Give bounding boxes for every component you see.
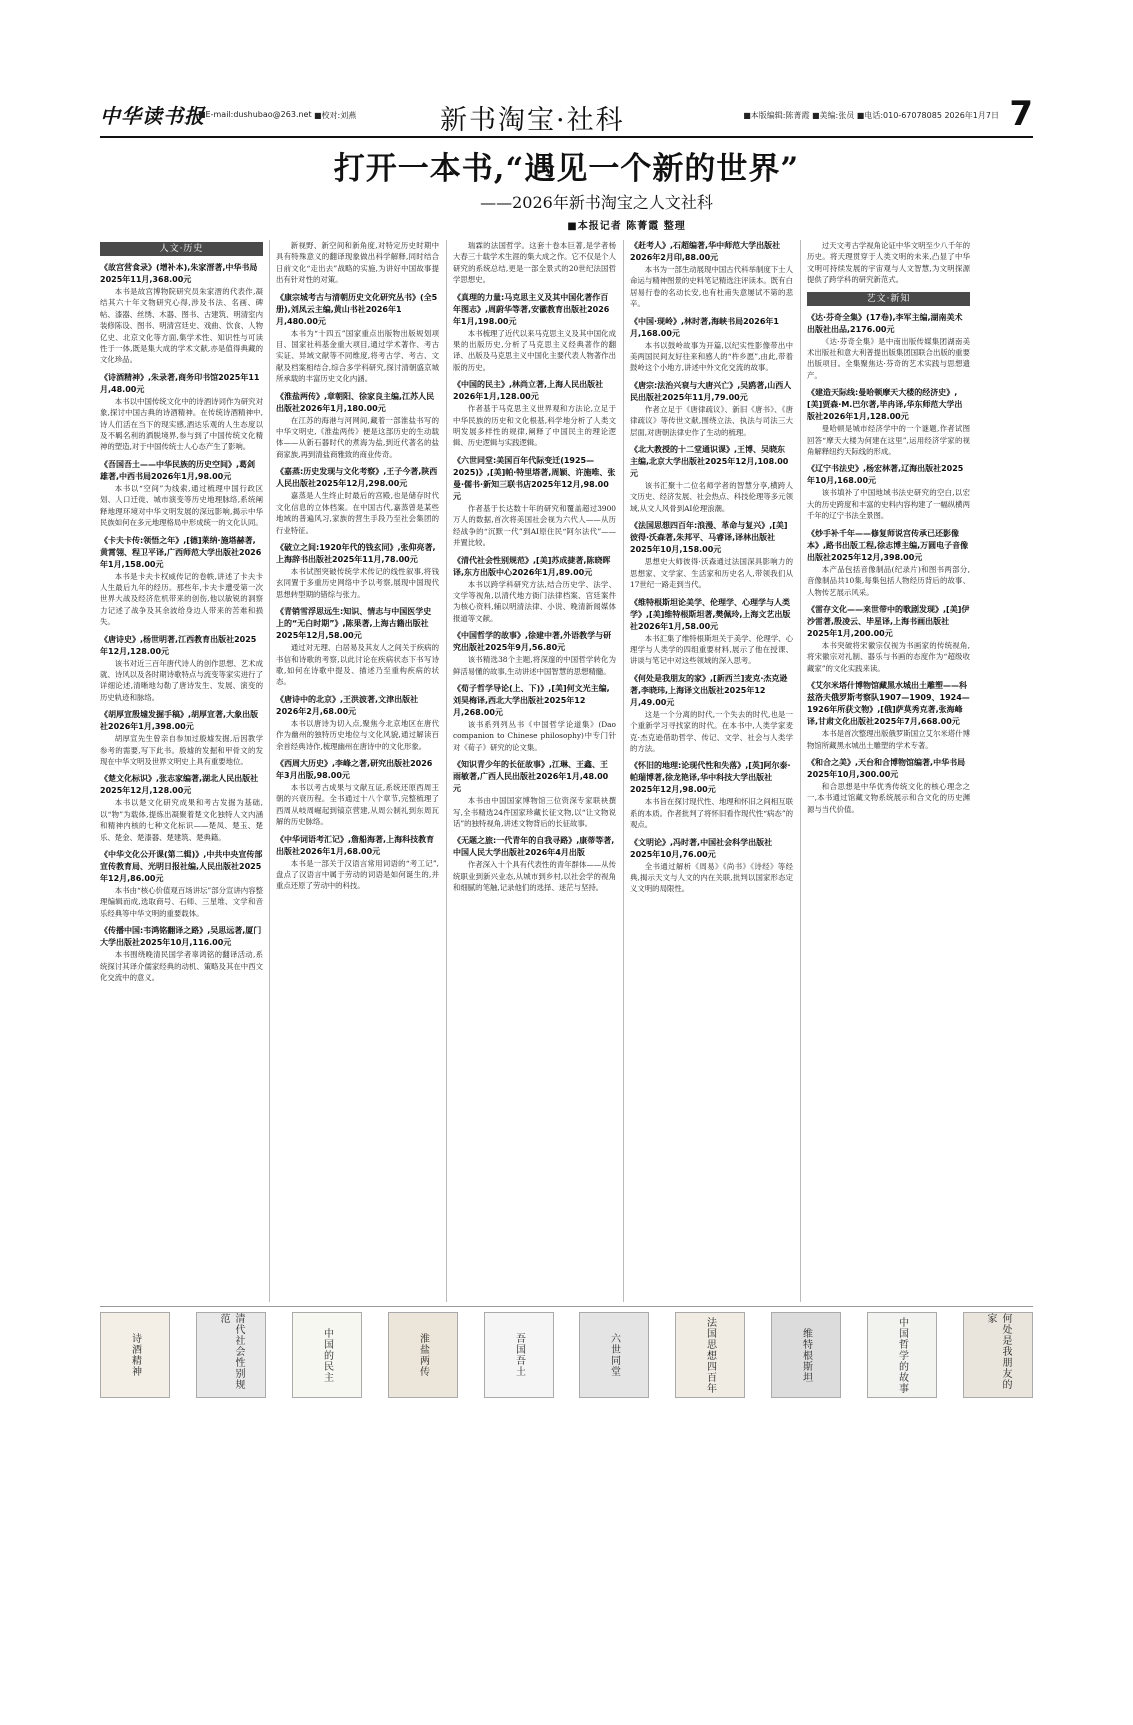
book-entry-title: 《嘉蒸:历史发现与文化考察》,王子今著,陕西人民出版社2025年12月,298.00元	[276, 467, 438, 489]
book-entry	[276, 466, 439, 536]
book-cover	[963, 1312, 1033, 1398]
book-entry	[276, 834, 439, 892]
book-entry	[453, 379, 616, 449]
book-entry-body: 本书是故宫博物院研究员朱家溍的代表作,凝结其六十年文物研究心得,涉及书法、名画、碑帖、漆器、丝绣、木器、图书、古建筑、明清室内装修陈设、图书、明清宫廷史、戏曲、饮食、人物亿史、北京文化等方面,集学术性、知识性与可读性于一体,既是集大成的学术文献,亦是值得典藏的文化珍品。	[100, 287, 263, 365]
page-subtitle: ——2026年新书淘宝之人文社科	[480, 193, 713, 212]
book-cover-title: 淮盐两传	[417, 1333, 429, 1377]
book-entry-body: 该书填补了中国地域书法史研究的空白,以宏大的历史跨度和丰富的史料内容构建了一幅纵横两千年的辽宁书法全景图。	[807, 488, 970, 521]
book-cover	[100, 1312, 170, 1398]
column-divider	[800, 240, 801, 1302]
book-entry	[630, 597, 793, 667]
book-entry-body: 本书为“十四五”国家重点出版物出版规划项目、国家社科基金重大项目,通过学术著作、考古实证、异域文献等不同维度,将考古学、考古、文献及档案相结合,综合多学科研究,探讨清朝盛京城所承载的丰富历史文化内涵。	[276, 328, 439, 384]
book-entry-body: 本书由“核心价值观百场讲坛”部分宣讲内容整理编辑而成,选取商号、石师、三星堆、文学和音乐经典等中华文明的重要载体。	[100, 886, 263, 918]
section-tag: 艺文·新知	[807, 292, 970, 306]
book-cover-title: 中国的民主	[321, 1327, 333, 1383]
book-entry-title: 《中国哲学的故事》,徐建中著,外语教学与研究出版社2025年9月,56.80元	[453, 631, 612, 653]
book-entry-title: 《胡厚宣殷墟发掘手稿》,胡厚宣著,大象出版社2026年1月,398.00元	[100, 710, 259, 732]
book-entry-title: 《和合之美》,天台和合博物馆编著,中华书局2025年10月,300.00元	[807, 757, 966, 779]
book-entry-title: 《西周大历史》,李峰之著,研究出版社2026年3月出版,98.00元	[276, 758, 433, 780]
book-entry-title: 《达·芬奇全集》(17卷),李军主编,湖南美术出版社出品,2176.00元	[807, 312, 963, 334]
book-cover	[388, 1312, 458, 1398]
book-cover-title: 法国思想四百年	[704, 1316, 716, 1394]
article-columns	[100, 240, 1033, 1302]
book-entry-title: 《真理的力量:马克思主义及其中国化著作百年图志》,周蔚华等著,安徽教育出版社2026年1月,198.00元	[453, 292, 610, 326]
book-entry	[453, 555, 616, 625]
book-entry-title: 《中国的民主》,林尚立著,上海人民出版社2026年1月,128.00元	[453, 380, 604, 402]
book-cover-title: 六世同堂	[608, 1333, 620, 1377]
column-4	[630, 240, 793, 1302]
book-entry-title: 《康宗城考古与清朝历史文化研究丛书》(全5册),刘凤云主编,黄山书社2026年1月,480.00元	[276, 292, 438, 326]
book-entry-body: 本书由中国国家博物馆三位资深专家联袂撰写,全书精选24件国家珍藏长征文物,以“让文物说话”的独特视角,讲述文物背后的长征故事。	[453, 796, 616, 828]
book-entry-body: 该书对近三百年唐代诗人的创作思想、艺术成就、诗风以及各时期诗歌特点与流变等家实进行了详细论述,清晰地勾勒了唐诗发生、发展、演变的历史轨迹和脉络。	[100, 658, 263, 702]
book-entry-title: 《文明论》,冯时著,中国社会科学出版社2025年10月,76.00元	[630, 837, 773, 859]
book-entry	[630, 444, 793, 514]
book-entry-body: 本书梳理了近代以来马克思主义及其中国化成果的出版历史,分析了马克思主义经典著作的翻译、出版及马克思主义中国化主要代表人物著作出版的历史。	[453, 328, 616, 372]
book-entry-body: 本书是卡夫卡权威传记的卷帙,讲述了卡夫卡人生最后九年的经历。那些年,卡夫卡遭受第一次世界大战及经济危机带来的创伤,他以敏锐的洞察力记述了战争及其余波给身边人带来的苦难和损失。	[100, 571, 263, 627]
book-entry	[630, 760, 793, 830]
page-title: 打开一本书,“遇见一个新的世界”	[333, 151, 800, 187]
book-entry	[276, 606, 439, 688]
book-entry	[100, 262, 263, 366]
book-entry-title: 《雷存文化——来世带中的歌剧发现》,[美]伊沙雷著,殷凌云、毕星译,上海书画出版社2025年1月,200.00元	[807, 604, 970, 638]
book-cover-title: 中国哲学的故事	[896, 1316, 908, 1394]
book-entry	[630, 520, 793, 590]
book-entry	[276, 694, 439, 752]
column-3	[453, 240, 616, 1302]
book-entry-title: 《唐诗史》,杨世明著,江西教育出版社2025年12月,128.00元	[100, 634, 257, 656]
page-number: 7	[1009, 94, 1033, 134]
book-entry	[100, 634, 263, 704]
book-entry-title: 《青销雪浮思远生:知识、情志与中国医学史上的“无白时期”》,陈果著,上海古籍出版社2025年12月,58.00元	[276, 607, 432, 641]
book-entry-body: 本书旨在探讨现代性、地理和怀旧之间相互联系的本质。作者批判了将怀旧看作现代性“病态”的观点。	[630, 797, 793, 830]
book-entry	[453, 683, 616, 753]
column-1	[100, 240, 263, 1302]
book-entry	[100, 459, 263, 529]
book-entry	[453, 240, 616, 286]
book-entry-body: 思想史大师彼得·沃森通过法国深具影响力的思想家、文学家、生活家和历史名人,带领我们从17世纪一路走到当代。	[630, 557, 793, 590]
book-entry-body: 本书以唐诗为切入点,聚焦今北京地区在唐代作为幽州的独特历史地位与文化风貌,通过解读百余首经典诗作,梳理幽州在唐诗中的文化形象。	[276, 718, 439, 751]
book-entry-title: 《淮盐两传》,章朝阳、徐家良主编,江苏人民出版社2026年1月,180.00元	[276, 391, 435, 413]
book-entry	[276, 758, 439, 828]
book-entry-body: 该书系列列丛书《中国哲学论道集》(Dao companion to Chinese philosophy)中专门针对《荀子》研究的论文集。	[453, 719, 616, 752]
book-entry-body: 曼哈顿是城市经济学中的一个谜题,作者试图回答“摩天大楼为何建在这里”,运用经济学家的视角解释纽约天际线的形成。	[807, 424, 970, 457]
book-entry-title: 《知识青少年的长征故事》,江琳、王鑫、王雨敏著,广西人民出版社2026年1月,48.00元	[453, 760, 609, 794]
book-entry	[630, 837, 793, 895]
masthead-email: ■E-mail:dushubao@263.net	[198, 110, 312, 119]
book-entry-title: 《维特根斯坦论美学、伦理学、心理学与人类学》,[美]维特根斯坦著,樊佩玲,上海文艺出版社2026年1月,58.00元	[630, 597, 791, 631]
book-entry	[276, 542, 439, 600]
book-entry-body: 本书以“空间”为线索,通过梳理中国行政区划、人口迁徙、城市演变等历史地理脉络,系统阐释地理环境对中华文明发展的深远影响,揭示中华民族如何在多元地理格局中形成统一的文化认同。	[100, 483, 263, 528]
book-entry-title: 《故宫营食录》(增补本),朱家溍著,中华书局2025年11月,368.00元	[100, 263, 258, 284]
book-entry	[100, 709, 263, 767]
book-entry-body: 在江苏的海港与河网间,藏着一部淮盐书写的中华文明史,《淮盐两传》便是这部历史的生动载体——从新石器时代的煮海为盐,到近代著名的盐商家族,再到清盐商雅致的商业传奇。	[276, 415, 439, 459]
book-entry-title: 《炒手补千年——修复师说宫传承已还影像本》,路书出版工程,徐志博主编,万圆电子音像出版社2025年12月,398.00元	[807, 528, 969, 562]
byline: ■本报记者 陈菁霞 整理	[567, 221, 686, 232]
book-entry-title: 《吾国吾土——中华民族的历史空间》,葛剑雄著,中西书局2026年1月,98.00元	[100, 459, 256, 481]
book-cover	[675, 1312, 745, 1398]
book-cover-title: 清代社会性别规范	[218, 1313, 244, 1390]
masthead-rule	[100, 136, 1033, 138]
book-entry	[630, 240, 793, 310]
book-entry-body: 本书突破将宋徽宗仅视为书画家的传统视角,将宋徽宗对礼制、器乐与书画的态度作为“超级收藏家”的文化实践来读。	[807, 640, 970, 673]
book-entry	[630, 673, 793, 755]
book-entry-title: 《辽宁书法史》,杨宏林著,辽海出版社2025年10月,168.00元	[807, 464, 964, 486]
book-entry	[100, 849, 263, 919]
book-entry-body: 瑞霖的法国哲学。这套十卷本巨著,是学者杨大春三十载学术生涯的集大成之作。它不仅是个人研究的系统总结,更是一部全景式的20世纪法国哲学思想史。	[453, 241, 616, 285]
book-entry	[453, 835, 616, 893]
book-entry-body: 该书汇聚十二位名师学者的智慧分享,横跨人文历史、经济发展、社会热点、科技伦理等多元领域,从文人风骨到AI伦理浪潮。	[630, 481, 793, 513]
book-entry-title: 《艾尔米塔什博物馆藏黑水城出土雕塑——科兹洛夫俄罗斯考察队1907—1909、1924—1926年所获文物》,[俄]萨莫秀克著,张海峰译,甘肃文化出版社2025年7月,668.00元	[807, 681, 970, 727]
column-divider	[269, 240, 270, 1302]
section-title: 新书淘宝·社科	[440, 105, 625, 136]
entry-continuation: 过天文考古学视角论证中华文明至少八千年的历史。将天理贯穿于人类文明的未来,凸显了中华文明可持续发展的宇宙观与人文智慧,为文明探源提供了跨学科的研究新范式。	[807, 241, 970, 285]
book-entry-body: 作者基于马克思主义世界观和方法论,立足于中华民族的历史和文化根基,科学地分析了人类文明发展多样性的规律,阐释了中国民主的理论逻辑、历史逻辑与实践逻辑。	[453, 404, 616, 448]
book-entry-title: 《六世同堂:美国百年代际变迁(1925—2025)》,[美]帕·特里塔著,周颖、许施唯、张曼·儒书·新知三联书店2025年12月,98.00元	[453, 455, 616, 501]
section-tag: 人文·历史	[100, 242, 263, 256]
book-entry-title: 《荀子哲学导论(上、下)》,[美]何文光主编,刘昊梅译,西北大学出版社2025年12月,268.00元	[453, 683, 610, 717]
column-divider	[446, 240, 447, 1302]
book-entry-body: 本书是一部关于汉语言常用词语的“考工记”,盘点了汉语言中属于劳动的词语是如何诞生的,并重点还原了劳动中的科技。	[276, 858, 439, 891]
book-cover	[579, 1312, 649, 1398]
masthead-editors: ■本版编辑:陈菁霞 ■美编:张员 ■电话:010-67078085 2026年1月7日	[743, 111, 999, 120]
headline-block	[100, 147, 1033, 237]
book-entry-title: 《破立之间:1920年代的钱玄同》,张仰亮著,上海辞书出版社2025年11月,78.00元	[276, 542, 436, 564]
book-entry-body: 本书为一部生动展现中国古代科举制度下士人命运与精神图景的史料笔记精选注评读本。既有白居易行卷的名动长安,也有杜甫失意屡试不第的悲辛。	[630, 265, 793, 309]
book-entry-title: 《建造天际线:曼哈顿摩天大楼的经济史》,[美]贾森·M.巴尔著,毕冉译,华东师范大学出版社2026年1月,128.00元	[807, 388, 963, 422]
book-entry-body: 这是一个分离的时代,一个失去的时代,也是一个重新学习寻找家的时代。在本书中,人类学家麦克·杰克逊借助哲学、传记、文学、社会与人类学的方法。	[630, 709, 793, 753]
column-2	[276, 240, 439, 1302]
book-cover	[196, 1312, 266, 1398]
book-entry-title: 《传播中国:韦鸿铭翻译之路》,吴思远著,厦门大学出版社2025年10月,116.00元	[100, 926, 262, 948]
book-entry-body: 作者深入十个具有代表性的青年群体——从传统职业到新兴业态,从城市到乡村,以社会学的视角和细腻的笔触,记录他们的选择、迷茫与坚持。	[453, 860, 616, 893]
book-entry	[807, 757, 970, 815]
book-cover-title: 诗酒精神	[129, 1333, 141, 1377]
book-entry-title: 《唐宗:法治兴衰与大唐兴亡》,吴鸥著,山西人民出版社2025年11月,79.00元	[630, 380, 792, 402]
column-divider	[623, 240, 624, 1302]
book-entry	[100, 773, 263, 843]
book-entry-title: 《唐诗中的北京》,王洪波著,文津出版社2026年2月,68.00元	[276, 694, 419, 716]
book-entry	[807, 604, 970, 674]
book-entry-title: 《楚文化标识》,张志家编著,湖北人民出版社2025年12月,128.00元	[100, 774, 259, 796]
book-entry	[807, 463, 970, 521]
book-entry-body: 本书以鼓岭故事为开篇,以纪实性影像带出中美两国民间友好往来和感人的“杵乡愿”,由此,带着鼓岭这个小地方,讲述中外文化交流的故事。	[630, 340, 793, 373]
book-entry	[276, 391, 439, 461]
book-entry-body: 本产品包括音像制品(纪录片)和图书两部分,音像制品共10集,每集包括人物经历背后的故事、人物传艺展示风采。	[807, 564, 970, 597]
book-entry-title: 《中华文化公开课(第二辑)》,中共中央宣传部宣传教育局、光明日报社编,人民出版社2025年12月,86.00元	[100, 850, 263, 883]
book-entry-body: 本书以中国传统文化中的诗酒诗词作为研究对象,探讨中国古典的诗酒精神。在传统诗酒精神中,诗人们活在当下的现实感,酒达乐观的人生态度以及不羁名利的洒脱境界,参与到了中国传统文化精神的塑造,对于中国传统士人心态产生了影响。	[100, 396, 263, 452]
book-entry	[807, 387, 970, 457]
book-covers-strip	[100, 1312, 1033, 1398]
book-entry-title: 《怀旧的地理:论现代性和失落》,[英]阿尔泰·帕瑞博著,徐龙艳译,华中科技大学出版社2025年12月,98.00元	[630, 761, 791, 795]
book-cover	[771, 1312, 841, 1398]
book-cover	[292, 1312, 362, 1398]
book-entry	[807, 528, 970, 598]
book-cover-title: 吾国吾土	[513, 1333, 525, 1377]
masthead	[100, 96, 1033, 136]
book-entry-title: 《无题之旅:一代青年的自我寻路》,康蒂等著,中国人民大学出版社2026年4月出版	[453, 836, 615, 858]
book-entry-body: 本书以考古成果与文献互证,系统还原西周王朝的兴衰历程。全书通过十八个章节,完整梳理了西周从岐周崛起到镐京营建,从周公制礼到东周瓦解的历史脉络。	[276, 782, 439, 827]
book-entry-title: 《北大教授的十二堂通识课》,王博、吴晓东主编,北京大学出版社2025年12月,108.00元	[630, 445, 789, 479]
book-entry-body: 本书汇集了维特根斯坦关于美学、伦理学、心理学与人类学的四组重要材料,展示了他在授课、讲谈与笔记中对这些领域的深入思考。	[630, 633, 793, 666]
book-entry	[100, 372, 263, 453]
book-cover	[484, 1312, 554, 1398]
book-entry-body: 本书以跨学科研究方法,结合历史学、法学、文学等视角,以清代地方衙门法律档案、宫廷案件为核心资料,辅以明清法律、小说、晚清新闻媒体报道等文献。	[453, 579, 616, 623]
book-entry	[276, 240, 439, 286]
book-entry	[807, 680, 970, 751]
book-entry-body: 通过对无理、白居易及其友人之间关于疾病的书信和诗歌的考察,以此讨论在疾病状态下书写诗歌,如何在诗歌中提及、描述乃至重构疾病的状态。	[276, 643, 439, 687]
book-entry	[453, 455, 616, 549]
newspaper-logo: 中华读书报	[100, 104, 205, 128]
book-entry	[453, 759, 616, 829]
book-entry-body: 胡厚宣先生曾亲自参加过殷墟发掘,后因教学参考的需要,写下此书。殷墟的发掘和甲骨文的发现在中华文明及世界文明史上具有重要地位。	[100, 734, 263, 766]
book-entry-body: 和合思想是中华优秀传统文化的核心理念之一,本书通过馆藏文物系统展示和合文化的历史渊源与当代价值。	[807, 781, 970, 814]
book-entry	[630, 380, 793, 438]
covers-divider	[100, 1306, 1033, 1307]
book-entry-body: 该书精选38个主题,将深邃的中国哲学转化为鲜活易懂的故事,生动讲述中国智慧的思想精髓。	[453, 655, 616, 676]
book-entry-body: 作者基于长达数十年的研究和覆盖超过3900万人的数据,首次将美国社会视为六代人——从历经战争的“沉默一代”到AI原住民“阿尔法代”——并置比较。	[453, 503, 616, 548]
book-entry-body: 本书试图突破传统学术传记的线性叙事,将钱玄同置于多重历史网络中予以考察,展现中国现代思想转型期的错综与张力。	[276, 566, 439, 599]
masthead-proofreader: ■校对:刘燕	[314, 111, 357, 120]
book-cover	[867, 1312, 937, 1398]
book-entry	[630, 316, 793, 374]
book-cover-title: 维特根斯坦	[800, 1327, 812, 1383]
book-entry-title: 《卡夫卡传:领悟之年》,[德]莱纳·施塔赫著,黄霄翎、程卫平译,广西师范大学出版社2026年1月,158.00元	[100, 535, 262, 569]
book-entry-title: 《中华词语考汇记》,詹船海著,上海科技教育出版社2026年1月,68.00元	[276, 834, 435, 856]
book-entry-body: 本书围绕晚清民国学者辜鸿铭的翻译活动,系统探讨其译介儒家经典的动机、策略及其在中西文化交流中的意义。	[100, 950, 263, 983]
book-entry-body: 本书是首次整理出版俄罗斯国立艾尔米塔什博物馆所藏黑水城出土雕塑的学术专著。	[807, 729, 970, 750]
book-entry-body: 本书以楚文化研究成果和考古发掘为基础,以“物”为载体,提炼出凝聚着楚文化独特人文内涵和精神内核的七种文化标识——楚凤、楚玉、楚乐、楚金、楚漆器、楚建筑、楚典籍。	[100, 798, 263, 842]
book-entry-title: 《赶考人》,石超编著,华中师范大学出版社2026年2月印,88.00元	[630, 241, 781, 262]
book-entry-body: 全书通过解析《周易》《尚书》《诗经》等经典,揭示天文与人文的内在关联,批判以国家形态定义文明的局限性。	[630, 861, 793, 894]
book-entry-body: 《达·芬奇全集》是中南出版传媒集团湖南美术出版社和意大利普提出版集团国联合出版的重要出版项目。全集聚焦达·芬奇的艺术实践与思想遗产。	[807, 336, 970, 380]
book-entry	[100, 535, 263, 628]
book-entry	[453, 630, 616, 677]
book-entry-body: 作者立足于《唐律疏议》、新旧《唐书》、《唐律疏议》等传世文献,围绕立法、执法与司法三大层面,对唐朝法律史作了生动的梳理。	[630, 404, 793, 437]
book-entry	[453, 292, 616, 374]
book-entry-title: 《中国·现岭》,林时著,海峡书局2026年1月,168.00元	[630, 316, 779, 338]
book-cover-title: 何处是我朋友的家	[985, 1313, 1011, 1390]
book-entry-title: 《法国思想四百年:浪漫、革命与复兴》,[美]彼得·沃森著,朱邦平、马睿译,译林出版社2025年10月,158.00元	[630, 521, 788, 555]
book-entry	[100, 925, 263, 983]
book-entry	[807, 312, 970, 382]
book-entry-body: 新视野、新空间和新角度,对特定历史时期中具有特殊意义的翻译现象做出科学解释,同时结合日前文化“走出去”战略的实施,为讲好中国故事提出有针对性的对策。	[276, 241, 439, 285]
book-entry-title: 《清代社会性别规范》,[美]苏成捷著,陈晓晖译,东方出版中心2026年1月,89.00元	[453, 555, 611, 577]
book-entry-body: 嘉蒸是人生终止时最后的宫殿,也是储存时代文化信息的立体档案。在中国古代,嘉蒸曾是某些地域的普遍风习,家族的营生手段乃至社会集团的行业特征。	[276, 491, 439, 535]
column-5	[807, 240, 970, 1302]
book-entry-title: 《何处是我朋友的家》,[新西兰]麦克·杰克逊著,李晓玮,上海译文出版社2025年12月,49.00元	[630, 673, 788, 707]
book-entry	[276, 292, 439, 385]
book-entry-title: 《诗酒精神》,朱录著,商务印书馆2025年11月,48.00元	[100, 372, 260, 394]
